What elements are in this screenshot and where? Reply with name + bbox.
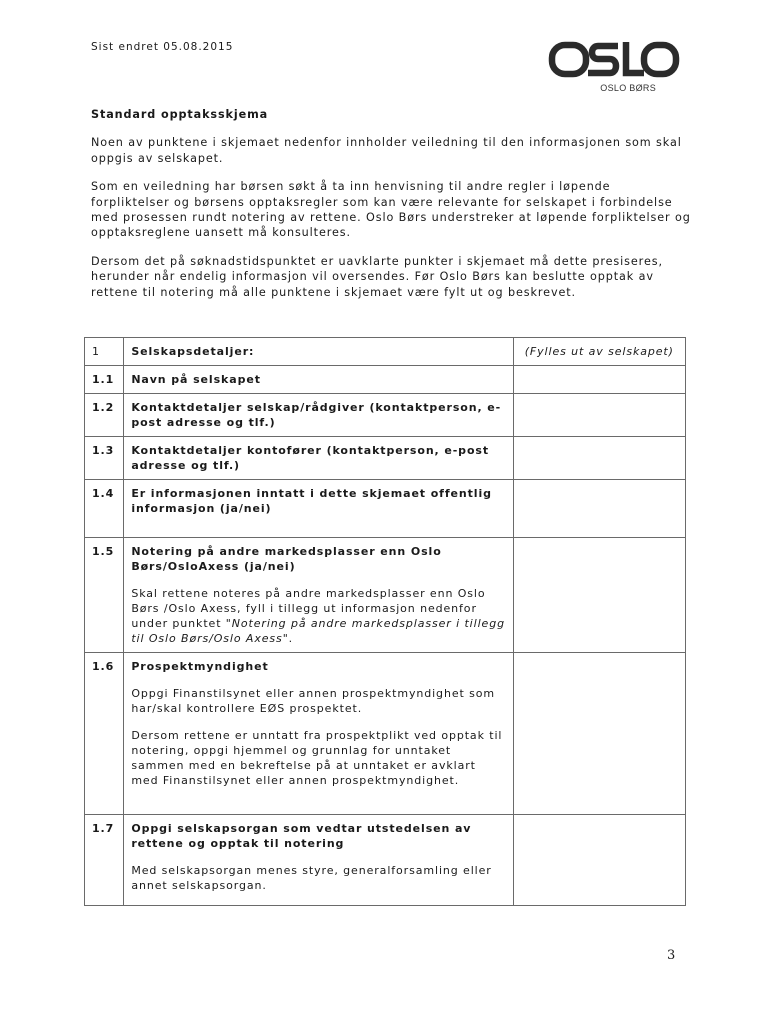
company-details-table (84, 337, 686, 906)
row-question: Prospektmyndighet (131, 660, 269, 673)
row-guidance: Skal rettene noteres på andre markedsplasser enn Oslo Børs /Oslo Axess, fyll i tillegg ut informasjon nedenfor under punktet "Notering på andre markedsplasser i tillegg til Oslo Børs/Oslo Axess". (131, 587, 505, 645)
row-number: 1.1 (85, 366, 124, 394)
row-number: 1.3 (85, 437, 124, 480)
answer-field[interactable] (513, 653, 685, 815)
answer-field[interactable] (513, 538, 685, 653)
table-row (85, 366, 686, 394)
row-number: 1.7 (85, 815, 124, 906)
row-number: 1.6 (85, 653, 124, 815)
table-row (85, 653, 686, 815)
row-guidance: Dersom rettene er unntatt fra prospektplikt ved opptak til notering, oppgi hjemmel og grunnlag for unntaket sammen med en bekreftelse på at unntaket er avklart med Finanstilsynet eller annen prospektmyndighet. (131, 729, 503, 787)
row-question: Oppgi selskapsorgan som vedtar utstedelsen av rettene og opptak til notering (131, 822, 472, 850)
row-question: Kontaktdetaljer selskap/rådgiver (kontaktperson, e-post adresse og tlf.) (131, 401, 502, 429)
row-number: 1.5 (85, 538, 124, 653)
table-row (85, 437, 686, 480)
intro-paragraph: Dersom det på søknadstidspunktet er uavklarte punkter i skjemaet må dette presiseres, herunder når endelig informasjon vil oversendes. Før Oslo Børs kan beslutte opptak av rettene til notering må alle punktene i skjemaet være fylt ut og beskrevet. (91, 254, 663, 299)
answer-field[interactable] (513, 366, 685, 394)
answer-field[interactable] (513, 394, 685, 437)
form-title: Standard opptaksskjema (91, 108, 269, 121)
row-question: Notering på andre markedsplasser enn Oslo Børs/OsloAxess (ja/nei) (131, 545, 442, 573)
section-title: Selskapsdetaljer: (124, 338, 513, 366)
table-row (85, 394, 686, 437)
answer-field[interactable] (513, 815, 685, 906)
intro-section (91, 107, 691, 313)
row-guidance: Oppgi Finanstilsynet eller annen prospektmyndighet som har/skal kontrollere EØS prospektet. (131, 687, 495, 715)
intro-paragraph: Som en veiledning har børsen søkt å ta inn henvisning til andre regler i løpende forpliktelser og børsens opptaksregler som kan være relevante for selskapet i forbindelse med prosessen rundt notering av rettene. Oslo Børs understreker at løpende forpliktelser og opptaksreglene uansett må konsulteres. (91, 180, 691, 240)
page-number: 3 (667, 948, 676, 963)
oslo-logo-icon (548, 40, 680, 80)
answer-field[interactable] (513, 437, 685, 480)
row-question: Navn på selskapet (131, 373, 261, 386)
intro-paragraph: Noen av punktene i skjemaet nedenfor innholder veiledning til den informasjonen som skal oppgis av selskapet. (91, 136, 682, 165)
table-row (85, 538, 686, 653)
logo-subtitle: OSLO BØRS (600, 83, 656, 93)
answer-column-header: (Fylles ut av selskapet) (513, 338, 685, 366)
answer-field[interactable] (513, 480, 685, 538)
section-number: 1 (85, 338, 124, 366)
row-number: 1.4 (85, 480, 124, 538)
row-question: Er informasjonen inntatt i dette skjemaet offentlig informasjon (ja/nei) (131, 487, 492, 515)
row-number: 1.2 (85, 394, 124, 437)
table-row (85, 480, 686, 538)
last-updated-date: Sist endret 05.08.2015 (91, 41, 234, 53)
oslo-bors-logo (548, 40, 680, 93)
row-guidance: Med selskapsorgan menes styre, generalforsamling eller annet selskapsorgan. (131, 864, 492, 892)
table-row (85, 815, 686, 906)
table-header-row (85, 338, 686, 366)
row-question: Kontaktdetaljer kontofører (kontaktperson, e-post adresse og tlf.) (131, 444, 490, 472)
